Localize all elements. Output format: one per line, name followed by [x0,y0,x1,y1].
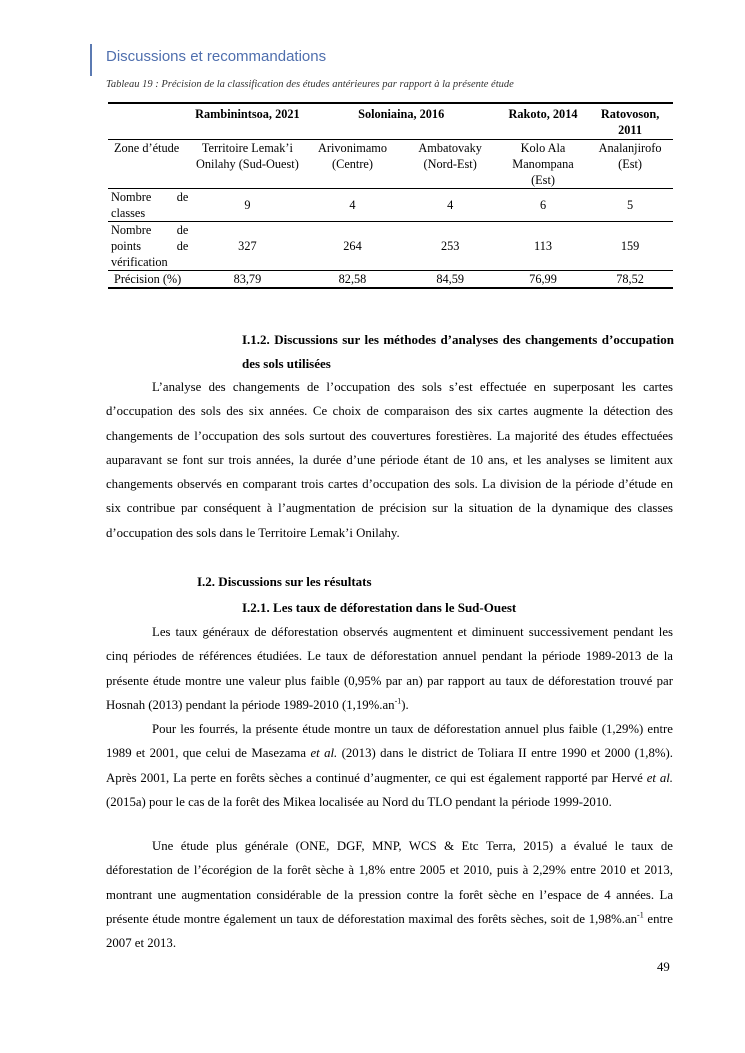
section-heading-121: I.2.1. Les taux de déforestation dans le Sud-Ouest [242,600,517,615]
section-heading-12: I.2. Discussions sur les résultats [197,574,372,589]
table-cell: 83,79 [233,272,262,286]
table-cell: 159 [620,239,640,253]
table-header-col: Rakoto, 2014 [508,107,578,121]
table-cell: Arivonimamo (Centre) [318,141,387,171]
text-run: Les taux généraux de déforestation observés augmentent et diminuent successivement pendant les cinq périodes de références étudiées. Le taux de déforestation annuel pendant la période 1989-2013 de la présente étude montre une valeur plus faible (0,95% par an) par rapport au taux de déforestation trouvé par Hosnah (2013) pendant la période 1989-2010 (1,19%.an [106,625,673,712]
table-cell: 9 [244,198,251,212]
header-accent-bar [90,44,92,76]
table-header-col: Ratovoson, 2011 [600,107,660,137]
table-cell: 82,58 [338,272,367,286]
table-cell: Analanjirofo (Est) [598,141,662,171]
table-cell: Kolo Ala Manompana (Est) [512,141,574,187]
page-header-title: Discussions et recommandations [106,48,327,65]
row-label: Nombre de classes [111,190,189,220]
text-run: entre 2007 et 2013. [106,911,673,951]
table-cell: Ambatovaky (Nord-Est) [418,141,482,171]
row-label: Précision (%) [114,272,182,286]
table-cell: 84,59 [436,272,465,286]
table-cell: 327 [238,239,257,253]
table-header-col: Rambinintsoa, 2021 [195,107,300,121]
section-heading-112: I.1.2. Discussions sur les méthodes d’analyses des changements d’occupation des sols utilisées [242,332,674,371]
superscript: -1 [637,910,644,920]
table-cell: 113 [534,239,553,253]
table-row [108,189,673,222]
table-cell: 4 [349,198,356,212]
paragraph-methods: L’analyse des changements de l’occupation des sols s’est effectuée en superposant les cartes d’occupation des sols des six années. Ce choix de comparaison des six cartes augmente la détection des changements de l’occupation des sols surtout des couvertures forestières. La majorité des études effectuées auparavant se font sur trois années, la durée d’une période étant de 10 ans, et les analyses se limitent aux changements observés en comparant trois cartes d’occupation des sols. La division de la période d’étude en six contribue par conséquent à l’augmentation de précision sur la situation de la dynamique des classes d’occupation des sols dans le Territoire Lemak’i Onilahy. [106,380,673,540]
italic-text: et al. [646,770,673,785]
table-header-row [108,103,673,140]
row-label: Zone d’étude [114,141,180,155]
table-row [108,271,673,289]
page-number: 49 [657,960,670,974]
row-label: Nombre de points de vérification [111,223,189,269]
table-cell: 6 [539,198,547,212]
italic-text: et al. [310,746,338,761]
text-run: Une étude plus générale (ONE, DGF, MNP, WCS & Etc Terra, 2015) a évalué le taux de déforestation de l’écorégion de la forêt sèche à 1,8% entre 2005 et 2010, puis à 2,29% entre 2010 et 2013, montrant une augmentation considérable de la pression contre la forêt sèche en l’espace de 4 années. La présente étude montre également un taux de déforestation maximal des forêts sèches, soit de 1,98%.an [106,839,673,926]
table-cell: 76,99 [529,272,557,286]
text-run: ). [401,697,409,712]
table-header-empty [108,103,191,140]
paragraph-deforestation-1 [106,620,673,717]
table-row [108,222,673,271]
paragraph-deforestation-3 [106,834,673,955]
table-cell: Territoire Lemak’i Onilahy (Sud-Ouest) [196,141,299,171]
table-cell: 78,52 [616,272,644,286]
text-run: (2013) dans le district de Toliara II entre 1990 et 2000 (1,8%). Après 2001, La perte en forêts sèches a continué d’augmenter, ce qui est également rapporté par Hervé [106,746,673,785]
table-cell: 264 [343,239,362,253]
superscript: -1 [394,696,402,706]
table-cell: 253 [440,239,460,253]
table-header-col: Soloniaina, 2016 [358,107,445,121]
table-row-zone [108,140,673,189]
precision-table [108,102,673,289]
table-cell: 4 [447,198,454,212]
text-run: Pour les fourrés, la présente étude montre un taux de déforestation annuel plus faible (1,29%) entre 1989 et 2001, que celui de Masezama [106,722,673,761]
table-cell: 5 [627,198,634,212]
table-caption: Tableau 19 : Précision de la classification des études antérieures par rapport à la présente étude [106,79,514,90]
paragraph-deforestation-2 [106,717,673,814]
text-run: (2015a) pour le cas de la forêt des Mikea localisée au Nord du TLO pendant la période 1999-2010. [106,794,612,809]
